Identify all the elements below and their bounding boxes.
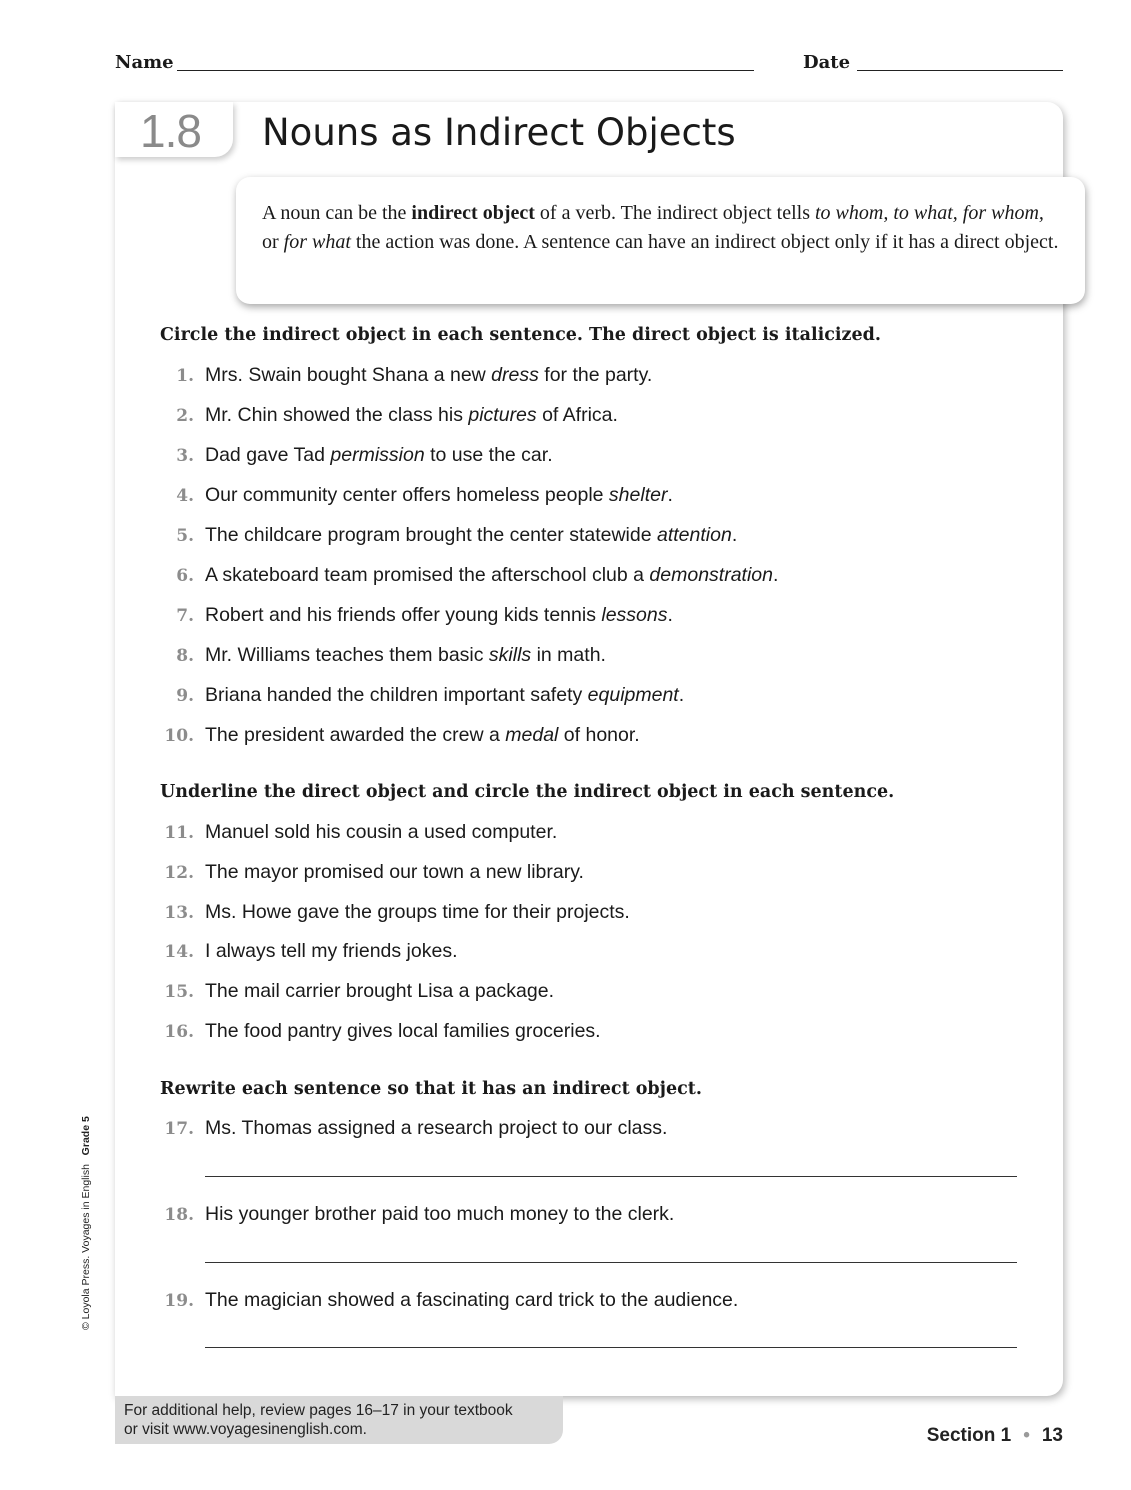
exercise-item: 18. His younger brother paid too much money to the clerk. (164, 1203, 675, 1225)
section-label: Section 1 (926, 1425, 1012, 1446)
section1-instruction: Circle the indirect object in each sentence. The direct object is italicized. (160, 325, 881, 345)
exercise-item[interactable]: 4. Our community center offers homeless people shelter. (176, 484, 673, 506)
exercise-item[interactable]: 11. Manuel sold his cousin a used computer. (164, 821, 558, 843)
exercise-item: 19. The magician showed a fascinating card trick to the audience. (164, 1289, 739, 1311)
answer-line[interactable] (205, 1347, 1017, 1348)
answer-line[interactable] (205, 1176, 1017, 1177)
exercise-item[interactable]: 16. The food pantry gives local families groceries. (164, 1020, 601, 1042)
name-label: Name (115, 52, 174, 73)
exercise-item: 17. Ms. Thomas assigned a research project to our class. (164, 1117, 668, 1139)
answer-line[interactable] (205, 1262, 1017, 1263)
exercise-item[interactable]: 1. Mrs. Swain bought Shana a new dress for the party. (176, 364, 653, 386)
page-number: 13 (1041, 1425, 1063, 1446)
section3-instruction: Rewrite each sentence so that it has an indirect object. (160, 1079, 702, 1099)
help-text: For additional help, review pages 16–17 in your textbook or visit www.voyagesinenglish.com. (124, 1402, 513, 1438)
section2-instruction: Underline the direct object and circle the indirect object in each sentence. (160, 782, 895, 802)
rule-text: A noun can be the indirect object of a verb. The indirect object tells to whom, to what, for whom, or for what the action was done. A sentence can have an indirect object only if it has a direct object. (262, 202, 1059, 253)
exercise-item[interactable]: 2. Mr. Chin showed the class his pictures of Africa. (176, 404, 618, 426)
lesson-number: 1.8 (140, 105, 201, 157)
exercise-item[interactable]: 7. Robert and his friends offer young kids tennis lessons. (176, 604, 673, 626)
name-field-line[interactable] (177, 70, 754, 71)
date-label: Date (803, 52, 851, 73)
name-date-row (115, 52, 1063, 78)
copyright-credit: © Loyola Press. Voyages in English Grade 5 (80, 1116, 92, 1330)
page-footer (927, 1425, 1063, 1447)
exercise-item[interactable]: 9. Briana handed the children important safety equipment. (176, 684, 685, 706)
exercise-item[interactable]: 3. Dad gave Tad permission to use the car. (176, 444, 553, 466)
exercise-item[interactable]: 10. The president awarded the crew a medal of honor. (164, 724, 640, 746)
exercise-item[interactable]: 14. I always tell my friends jokes. (164, 940, 458, 962)
exercise-item[interactable]: 12. The mayor promised our town a new library. (164, 861, 584, 883)
exercise-item[interactable]: 5. The childcare program brought the center statewide attention. (176, 524, 738, 546)
exercise-item[interactable]: 8. Mr. Williams teaches them basic skills in math. (176, 644, 606, 666)
date-field-line[interactable] (857, 70, 1063, 71)
exercise-item[interactable]: 13. Ms. Howe gave the groups time for their projects. (164, 901, 630, 923)
page-title: Nouns as Indirect Objects (262, 111, 736, 154)
exercise-item[interactable]: 15. The mail carrier brought Lisa a package. (164, 980, 555, 1002)
exercise-item[interactable]: 6. A skateboard team promised the afterschool club a demonstration. (176, 564, 779, 586)
separator-dot: • (1023, 1425, 1030, 1446)
